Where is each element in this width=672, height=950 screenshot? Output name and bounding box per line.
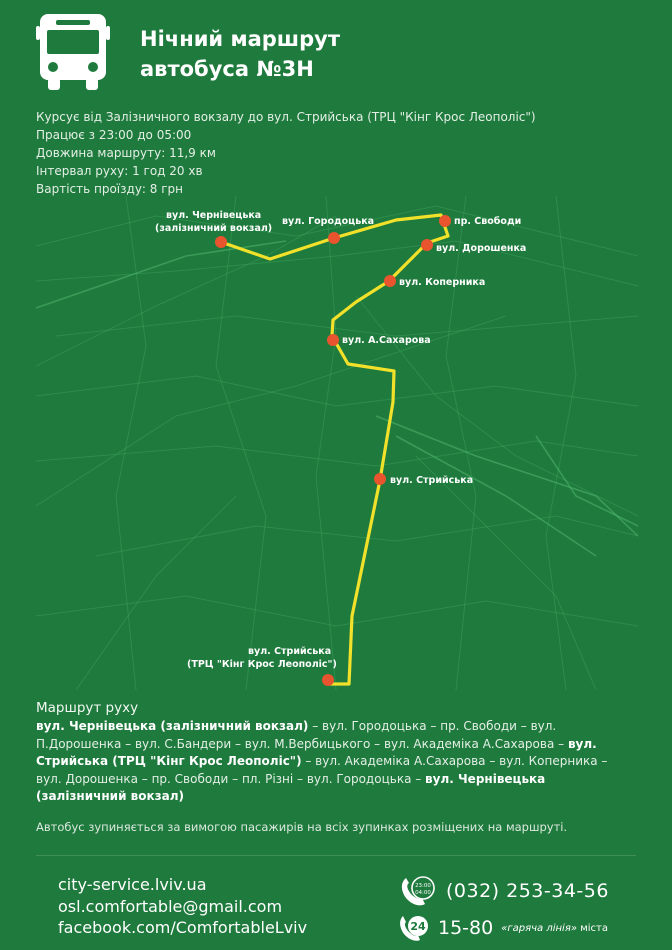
label-stryiska-end-2: (ТРЦ "Кінг Крос Леополіс") [187,659,337,670]
title-line-1: Нічний маршрут [140,27,341,51]
label-kopernyka: вул. Коперника [399,277,486,288]
stop-stryiska-end [322,674,334,686]
route-part-return: – вул. Академіка А.Сахарова – вул. Коперника – вул. Дорошенка – пр. Свободи – пл. Різні – вул. Городоцька – [36,754,608,786]
stop-sakharova [327,334,339,346]
hours-bottom: 04:00 [415,890,431,896]
contacts [58,874,307,939]
hotline-row [398,912,608,944]
title-line-2: автобуса №3Н [140,57,314,81]
divider [36,855,636,856]
hours-top: 23:00 [415,883,431,889]
stop-horodotska [328,232,340,244]
route-start: вул. Чернівецька (залізничний вокзал) [36,719,309,733]
info-hours: Працює з 23:00 до 05:00 [36,128,192,142]
phone-24-icon [398,912,430,944]
route-info [36,108,536,198]
badge-24: 24 [410,920,426,933]
label-horodotska: вул. Городоцька [282,216,375,227]
hotline-note [501,923,608,934]
phone-block [398,874,638,946]
route-text [36,718,636,806]
route-description [36,700,636,806]
label-chernivetska-2: (залізничний вокзал) [155,223,273,234]
stop-stryiska [374,473,386,485]
main-phone[interactable]: (032) 253-34-56 [446,880,609,902]
header [36,12,636,96]
hotline-note-rest: міста [577,922,608,934]
stop-kopernyka [384,275,396,287]
label-sakharova: вул. А.Сахарова [342,335,431,346]
phone-night-icon [398,874,436,908]
stop-doroshenka [421,239,433,251]
info-length: Довжина маршруту: 11,9 км [36,146,216,160]
stop-svobody [439,215,451,227]
hotline-number[interactable]: 15-80 [438,917,494,939]
stops-note: Автобус зупиняється за вимогою пасажирів на всіх зупинках розміщених на маршруті. [36,820,568,834]
route-part-outbound: – вул. Городоцька – пр. Свободи – вул. П.Дорошенка – вул. С.Бандери – вул. М.Вербицького – вул. Академіка А.Сахарова – [36,719,568,751]
route-heading: Маршрут руху [36,700,139,716]
label-svobody: пр. Свободи [454,216,522,227]
label-doroshenka: вул. Дорошенка [436,243,527,254]
label-chernivetska-1: вул. Чернівецька [166,210,262,221]
route-terminus: вул. Стрийська (ТРЦ "Кінг Крос Леополіс") [36,736,597,768]
website-link[interactable]: city-service.lviv.ua [58,875,207,894]
stop-chernivetska [215,236,227,248]
label-stryiska: вул. Стрийська [390,475,474,486]
route-map [36,196,638,690]
hotline-note-quoted: «гаряча лінія» [501,922,578,934]
facebook-link[interactable]: facebook.com/ComfortableLviv [58,918,308,937]
info-interval: Інтервал руху: 1 год 20 хв [36,164,203,178]
map-railway [36,241,638,556]
info-fare: Вартість проїзду: 8 грн [36,182,183,196]
main-phone-row [398,874,609,908]
email-link[interactable]: osl.comfortable@gmail.com [58,896,283,916]
bus-icon [36,12,110,92]
page-title [140,24,340,84]
label-stryiska-end-1: вул. Стрийська [248,646,332,657]
info-direction: Курсує від Залізничного вокзалу до вул. Стрийська (ТРЦ "Кінг Крос Леополіс") [36,110,536,124]
map-streets [36,196,638,690]
route-end: вул. Чернівецька (залізничний вокзал) [36,771,546,803]
